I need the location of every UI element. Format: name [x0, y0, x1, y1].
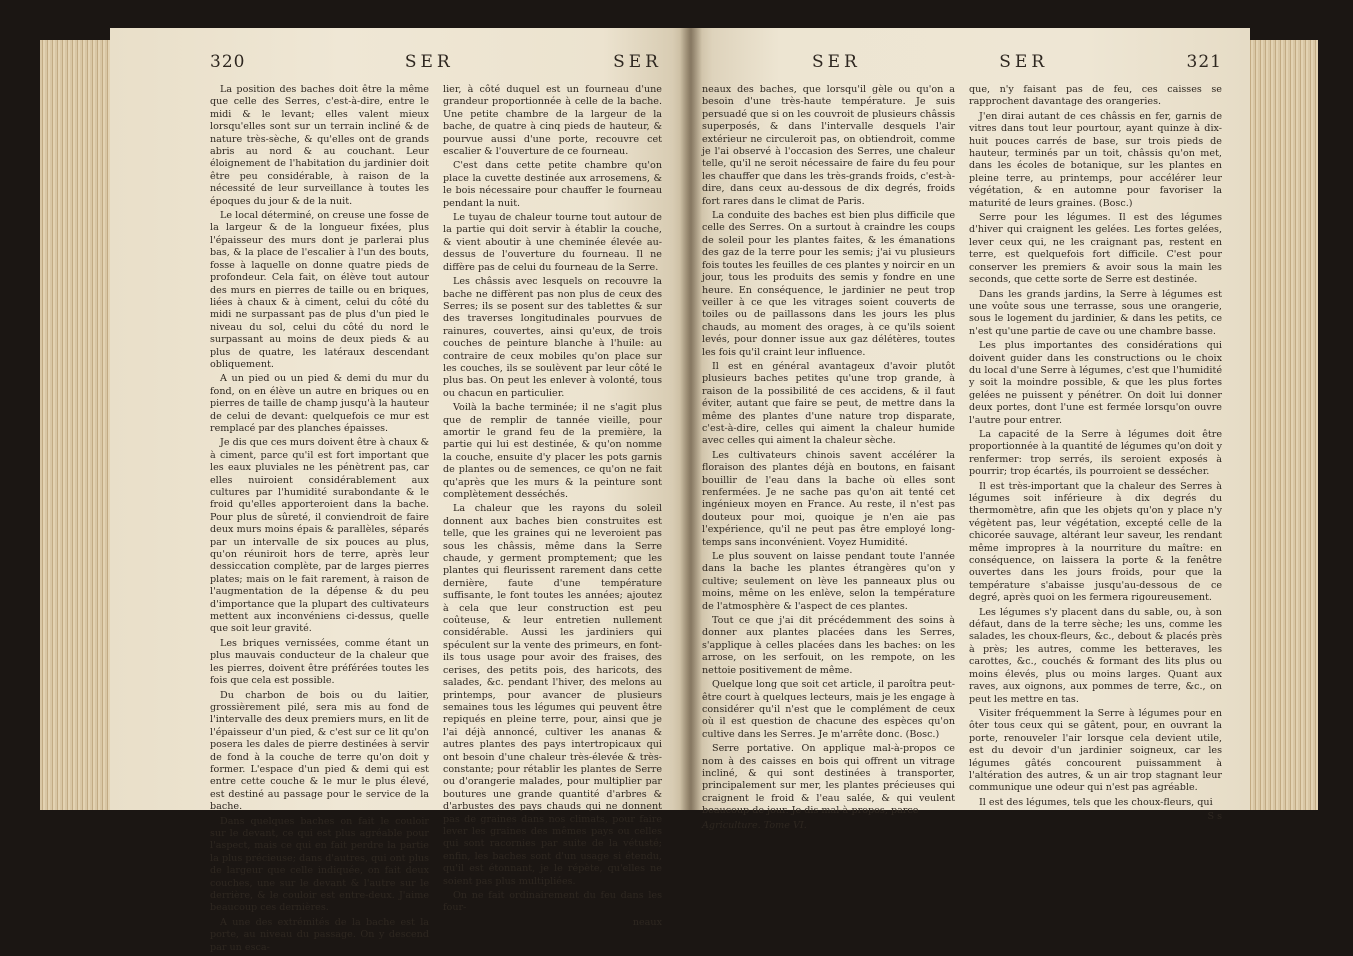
running-head-right: SER: [999, 52, 1049, 72]
right-fore-edge: [1238, 40, 1318, 810]
paragraph: Le tuyau de chaleur tourne tout autour de la partie qui doit servir à établir la couche, & vient aboutir à une cheminée élevée au-dessus de l'ouverture du fourneau. Il ne diffère pas de celui du fourneau de la Serre.: [443, 212, 662, 273]
paragraph: Il est des légumes, tels que les choux-fleurs, qui: [979, 796, 1213, 808]
paragraph: La chaleur que les rayons du soleil donnent aux baches bien construites est telle, que les graines qui ne leveroient pas sous les châssis, même dans la Serre chaude, y germent promptement; que les plantes qui fleurissent rarement dans cette dernière, faute d'une température suffisante, le font toutes les années; ajoutez à cela que leur construction est peu coûteuse, & leur entretien nullement considérable. Aussi les jardiniers qui spéculent sur la vente des primeurs, en font-ils tous usage pour avoir des fraises, des cerises, des petits pois, des haricots, des salades, &c. pendant l'hiver, des melons au printemps, pour avancer de plusieurs semaines tous les légumes qui peuvent être repiqués en pleine terre, pour, ainsi que je l'ai déjà annoncé, cultiver les ananas & autres plantes des pays intertropicaux qui ont besoin d'une chaleur très-élevée & très-constante; pour rétablir les plantes de Serre ou d'orangerie malades, pour multiplier par boutures une grande quantité d'arbres & d'arbustes des pays chauds qui ne donnent pas de graines dans nos climats, pour faire lever les graines des mêmes pays ou celles qui sont racornies par suite de la vétusté; enfin, les baches sont d'un usage si étendu, qu'il est étonnant, je le répète, qu'elles ne soient pas plus multipliées.: [443, 503, 662, 887]
paragraph: Dans les grands jardins, la Serre à légumes est une voûte sous une terrasse, sous une orangerie, sous le logement du jardinier, & dans les petits, ce n'est qu'une partie de cave ou une chambre basse.: [969, 288, 1222, 337]
paragraph: A un pied ou un pied & demi du mur du fond, on en élève un autre en briques ou en pierres de taille de champ jusqu'à la hauteur de celui de devant: quelquefois ce mur est remplacé par des planches épaisses.: [210, 373, 429, 434]
paragraph: Il est très-important que la chaleur des Serres à légumes soit inférieure à dix degrés du thermomètre, afin que les objets qu'on y place n'y végètent pas, leur végétation, excepté celle de la chicorée sauvage, altérant leur saveur, les rendant même impropres à la nourriture du maître: en conséquence, on laissera la porte & la fenêtre ouvertes dans les jours froids, pour que la température s'abaisse jusqu'au-dessous de ce degré, après quoi on les fermera rigoureusement.: [969, 480, 1222, 604]
signature-note: Agriculture. Tome VI.: [702, 819, 807, 831]
paragraph: Je dis que ces murs doivent être à chaux & à ciment, parce qu'il est fort important que les eaux pluviales ne les pénètrent pas, car elles nuiroient considérablement aux cultures par l'humidité surabondante & le froid qu'elles apporteroient dans la bache. Pour plus de sûreté, il conviendroit de faire deux murs moins épais & parallèles, séparés par un intervalle de six pouces au plus, qu'on réuniroit hors de terre, après leur dessiccation complète, par de larges pierres plates; mais on le fait rarement, à raison de l'augmentation de la dépense & du peu d'importance que la plupart des cultivateurs mettent aux inconvéniens ci-dessus, quelle que soit leur gravité.: [210, 437, 429, 635]
paragraph: La capacité de la Serre à légumes doit être proportionnée à la quantité de légumes qu'on doit y renfermer: trop serrés, ils seroient exposés à pourrir; trop écartés, ils pourroient se dessécher.: [969, 428, 1222, 478]
left-page: [110, 28, 690, 953]
catchword: neaux: [632, 916, 662, 928]
paragraph: C'est dans cette petite chambre qu'on place la cuvette destinée aux arrosemens, & le bois nécessaire pour chauffer le fourneau pendant la nuit.: [443, 160, 662, 209]
paragraph: On ne fait ordinairement du feu dans les four-: [443, 890, 662, 914]
page-footer: [969, 811, 1222, 823]
book-gutter: [680, 28, 702, 810]
column-left: [210, 84, 429, 956]
page-number: 320: [210, 52, 246, 72]
paragraph: Les plus importantes des considérations qui doivent guider dans les constructions ou le choix du local d'une Serre à légumes, c'est que l'humidité y soit la moindre possible, & que les plus fortes gelées ne puissent y pénétrer. On doit lui donner deux portes, dont l'une est fermée lorsqu'on ouvre l'autre pour entrer.: [969, 340, 1222, 426]
paragraph: Visiter fréquemment la Serre à légumes pour en ôter tous ceux qui se gâtent, pour, en ouvrant la porte, renouveler l'air lorsque cela devient utile, est du devoir d'un jardinier soigneux, car les légumes gâtés concourent puissamment à l'altération des autres, & un air trop stagnant leur communique une odeur qui n'est pas agréable.: [969, 707, 1222, 794]
paragraph: La conduite des baches est bien plus difficile que celle des Serres. On a surtout à craindre les coups de soleil pour les plantes faites, & les émanations des gaz de la terre pour les semis; j'ai vu plusieurs fois toutes les feuilles de ces plantes y noircir en un jour, tous les produits des semis y fondre en une heure. En conséquence, le jardinier ne peut trop veiller à ce que les vitrages soient couverts de toiles ou de paillassons dans les jours les plus chauds, au moment des orages, à ce qu'ils soient levés, pour donner issue aux gaz délétères, toutes les fois qu'il craint leur influence.: [702, 210, 955, 358]
text-columns: [702, 84, 1222, 832]
page-number: 321: [1186, 52, 1222, 72]
paragraph: Le local déterminé, on creuse une fosse de la largeur & de la longueur fixées, plus l'épaisseur des murs dont je parlerai plus bas, & la place de l'escalier à l'un des bouts, fosse à laquelle on donne quatre pieds de profondeur. Cela fait, on élève tout autour des murs en pierres de taille ou en briques, liées à chaux & à ciment, celui du côté du midi ne surpassant pas de plus d'un pied le niveau du sol, celui du côté du nord le surpassant au moins de deux pieds & au plus de quatre, les latéraux descendant obliquement.: [210, 210, 429, 370]
paragraph: Du charbon de bois ou du laitier, grossièrement pilé, sera mis au fond de l'intervalle des deux premiers murs, en lit de l'épaisseur d'un pied, & c'est sur ce lit qu'on posera les dales de pierre destinées à servir de fond à la couche de terre qu'on doit y former. L'espace d'un pied & demi qui est entre cette couche & le mur le plus élevé, est destiné au passage pour le service de la bache.: [210, 689, 429, 813]
running-head-right: SER: [613, 52, 662, 72]
running-head-left: SER: [404, 52, 454, 72]
page-footer: [443, 917, 662, 929]
paragraph: que, n'y faisant pas de feu, ces caisses se rapprochent davantage des orangeries.: [969, 84, 1222, 108]
paragraph: Voilà la bache terminée; il ne s'agit plus que de remplir de tannée vieille, pour amortir le grand feu de la première, la partie qui lui est destinée, & qu'on nomme la couche, ensuite d'y placer les pots garnis de plantes ou de semences, ce qu'on ne fait qu'après que les murs & la peinture sont complètement desséchés.: [443, 402, 662, 500]
running-head-left: SER: [812, 52, 861, 72]
column-left: [702, 84, 955, 832]
paragraph: Il est en général avantageux d'avoir plutôt plusieurs baches petites qu'une trop grande, à raison de la possibilité de ces accidens, & il faut éviter, autant que faire se peut, de mettre dans la même des plantes d'une nature trop disparate, c'est-à-dire, celles qui aiment la chaleur humide avec celles qui aiment la chaleur sèche.: [702, 360, 955, 447]
running-header: [702, 52, 1222, 72]
paragraph: Dans quelques baches on fait le couloir sur le devant, ce qui est plus agréable pour l'aspect, mais ce qui en fait perdre la partie la plus précieuse; dans d'autres, qui ont plus de largeur que celle indiquée, on fait deux couches, une sur le devant & l'autre sur le derrière, & le couloir est entre-deux. J'aime beaucoup ces dernières.: [210, 815, 429, 914]
paragraph: Quelque long que soit cet article, il paroîtra peut-être court à quelques lecteurs, mais je les engage à considérer qu'il n'est que le complément de ceux où il est question de chacune des espèces qu'on cultive dans les Serres. Je m'arrête donc. (Bosc.): [702, 679, 955, 740]
paragraph: J'en dirai autant de ces châssis en fer, garnis de vitres dans tout leur pourtour, ayant quinze à dix-huit pouces carrés de base, sur trois pieds de hauteur, terminés par un toit, châssis qu'on met, dans les écoles de botanique, sur les plantes en pleine terre, au printemps, pour accélérer leur végétation, & en automne pour favoriser la maturité de leurs graines. (Bosc.): [969, 110, 1222, 209]
right-page: [690, 28, 1250, 831]
signature-mark: S s: [1207, 811, 1222, 823]
paragraph: lier, à côté duquel est un fourneau d'une grandeur proportionnée à celle de la bache. Une petite chambre de la largeur de la bache, de quatre à cinq pieds de hauteur, & pourvue aussi d'une porte, recouvre cet escalier & l'ouverture de ce fourneau.: [443, 84, 662, 158]
column-right: [443, 84, 662, 956]
paragraph: Les châssis avec lesquels on recouvre la bache ne diffèrent pas non plus de ceux des Serres; ils se posent sur des tablettes & sur des traverses longitudinales pourvues de rainures, couvertes, ainsi qu'eux, de trois couches de peinture blanche à l'huile: au contraire de ceux mobiles qu'on place sur les couches, ils se soulèvent par leur côté le plus bas. On peut les enlever à volonté, tous ou chacun en particulier.: [443, 276, 662, 399]
paragraph: Serre pour les légumes. Il est des légumes d'hiver qui craignent les gelées. Les fortes gelées, lever ceux qui, ne les craignant pas, restent en terre, est quelquefois fort difficile. C'est pour conserver les premiers & avoir sous la main les seconds, que cette sorte de Serre est destinée.: [969, 212, 1222, 286]
paragraph: Le plus souvent on laisse pendant toute l'année dans la bache les plantes étrangères qu'on y cultive; seulement on lève les panneaux plus ou moins, même on les enlève, selon la température de l'atmosphère & l'aspect de ces plantes.: [702, 551, 955, 612]
paragraph: Tout ce que j'ai dit précédemment des soins à donner aux plantes placées dans les Serres, s'applique à celles placées dans les baches: on les arrose, on les serfouit, on les rempote, on les nettoie positivement de même.: [702, 615, 955, 676]
paragraph: Les cultivateurs chinois savent accélérer la floraison des plantes déjà en boutons, en faisant bouillir de l'eau dans la bache où elles sont renfermées. Je ne sache pas qu'on ait tenté cet ingénieux moyen en France. Au reste, il n'est pas douteux pour moi, quoique je n'en aie pas l'expérience, qu'il ne peut pas être employé long-temps sans inconvénient. Voyez Humidité.: [702, 449, 955, 548]
text-columns: [210, 84, 662, 956]
left-fore-edge: [40, 40, 120, 810]
page-footer: [702, 820, 955, 832]
running-header: [210, 52, 662, 72]
paragraph: neaux des baches, que lorsqu'il gèle ou qu'on a besoin d'une très-haute température. Je suis persuadé que si on les couvroit de plusieurs châssis superposés, & dans l'intervalle desquels l'air extérieur ne circuleroit pas, on obtiendroit, comme je l'ai observé à l'occasion des Serres, une chaleur telle, qu'il ne seroit nécessaire de faire du feu pour les chauffer que dans les très-grands froids, c'est-à-dire, dans ceux au-dessous de dix degrés, froids fort rares dans le climat de Paris.: [702, 84, 955, 207]
paragraph: Les briques vernissées, comme étant un plus mauvais conducteur de la chaleur que les pierres, doivent être préférées toutes les fois que cela est possible.: [210, 637, 429, 687]
paragraph: A une des extrémités de la bache est la porte, au niveau du passage. On y descend par un esca-: [210, 916, 429, 953]
column-right: [969, 84, 1222, 832]
paragraph: Les légumes s'y placent dans du sable, ou, à son défaut, dans de la terre sèche; les uns, comme les salades, les choux-fleurs, &c., debout & placés près à près; les autres, comme les betteraves, les carottes, &c., couchés & formant des lits plus ou moins élevés, plus ou moins larges. Quant aux raves, aux oignons, aux pommes de terre, &c., on peut les mettre en tas.: [969, 606, 1222, 705]
paragraph: La position des baches doit être la même que celle des Serres, c'est-à-dire, entre le midi & le levant; elles valent mieux lorsqu'elles sont sur un terrain incliné & de nature très-sèche, & qu'elles ont de grands abris au nord & au couchant. Leur éloignement de l'habitation du jardinier doit être peu considérable, à raison de la nécessité de leur surveillance à toutes les époques du jour & de la nuit.: [210, 84, 429, 207]
paragraph: Serre portative. On applique mal-à-propos ce nom à des caisses en bois qui offrent un vitrage incliné, & qui sont destinées à transporter, principalement sur mer, les plantes précieuses qui craignent le froid & l'eau salée, & qui veulent beaucoup de jour. Je dis mal-à-propos, parce: [702, 743, 955, 817]
